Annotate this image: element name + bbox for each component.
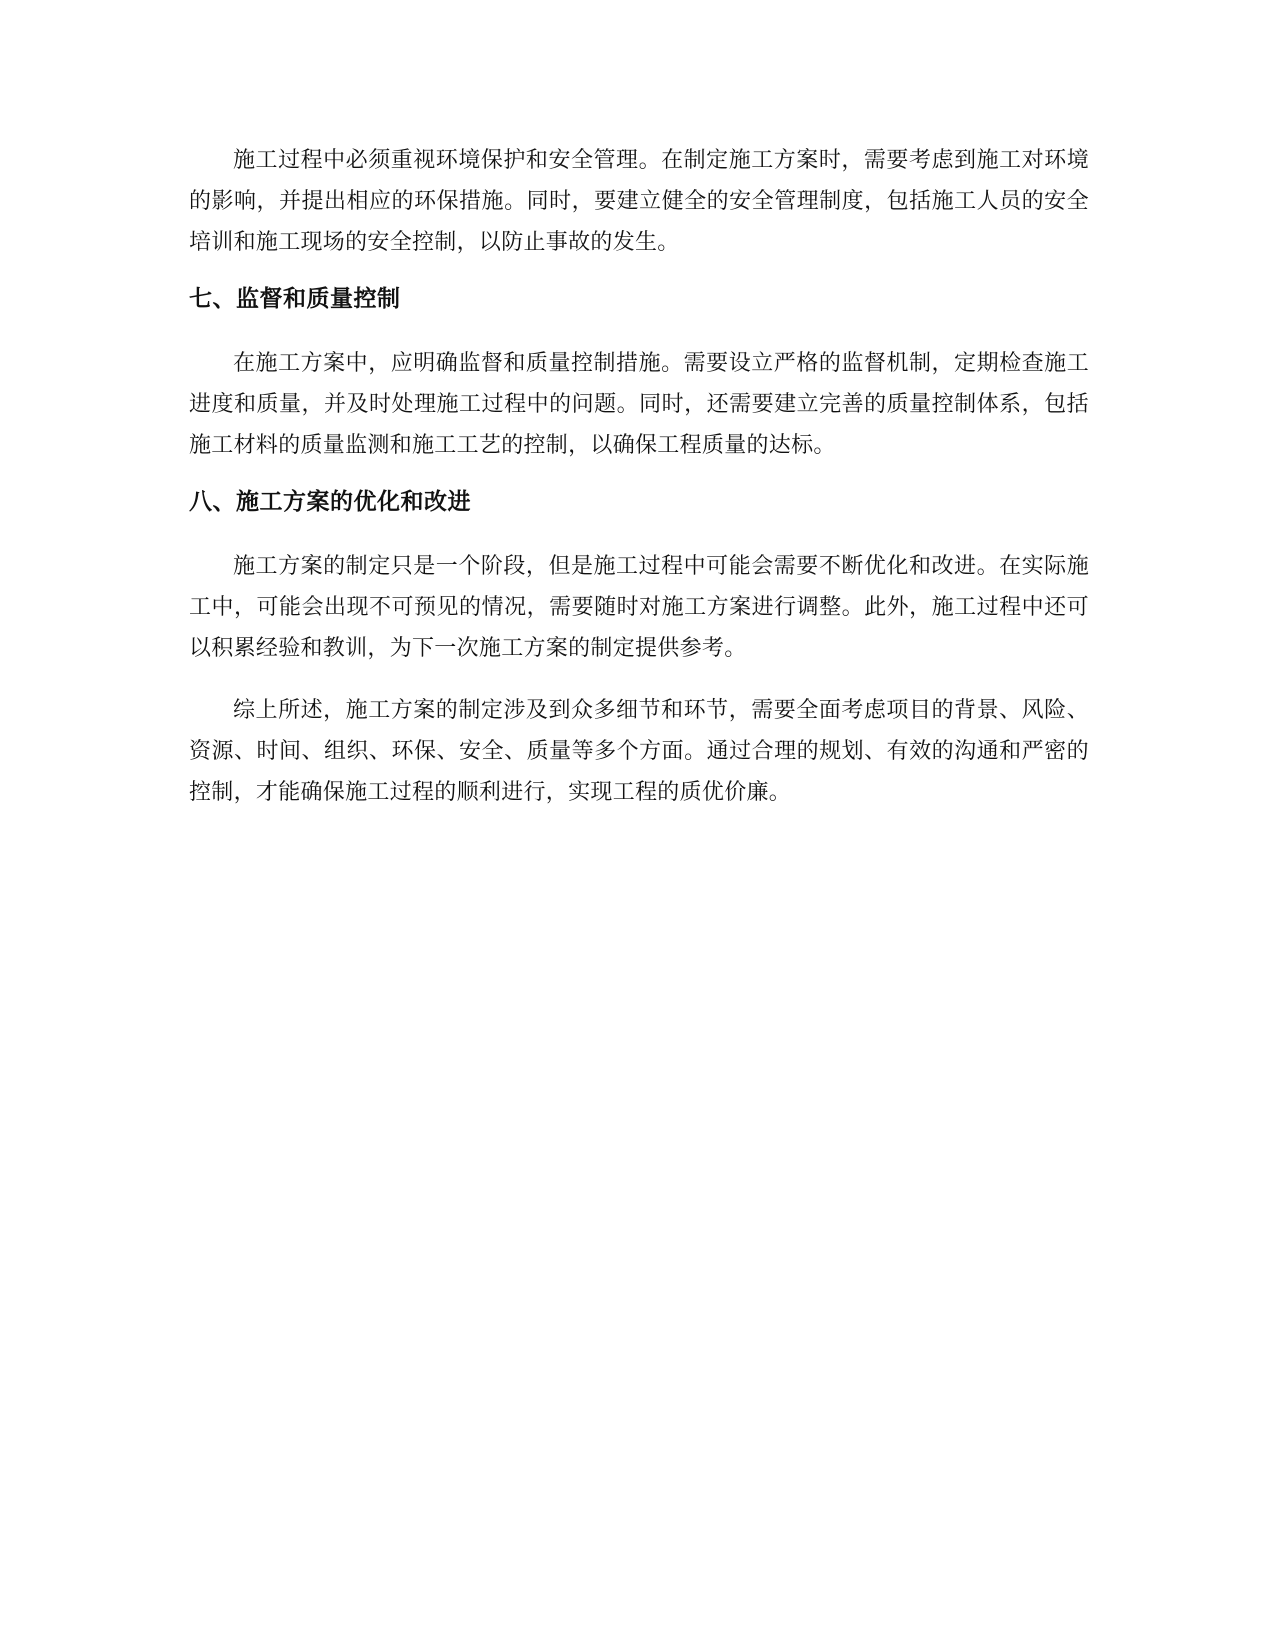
paragraph-environment-safety: 施工过程中必须重视环境保护和安全管理。在制定施工方案时，需要考虑到施工对环境的影响，并提出相应的环保措施。同时，要建立健全的安全管理制度，包括施工人员的安全培训和施工现场的安全控制，以防止事故的发生。 <box>189 148 1089 255</box>
paragraph-conclusion: 综上所述，施工方案的制定涉及到众多细节和环节，需要全面考虑项目的背景、风险、资源、时间、组织、环保、安全、质量等多个方面。通过合理的规划、有效的沟通和严密的控制，才能确保施工过程的顺利进行，实现工程的质优价廉。 <box>189 698 1089 805</box>
section-heading-supervision-quality: 七、监督和质量控制 <box>189 286 401 312</box>
paragraph-optimization: 施工方案的制定只是一个阶段，但是施工过程中可能会需要不断优化和改进。在实际施工中，可能会出现不可预见的情况，需要随时对施工方案进行调整。此外，施工过程中还可以积累经验和教训，为下一次施工方案的制定提供参考。 <box>189 554 1089 661</box>
paragraph-supervision-quality: 在施工方案中，应明确监督和质量控制措施。需要设立严格的监督机制，定期检查施工进度和质量，并及时处理施工过程中的问题。同时，还需要建立完善的质量控制体系，包括施工材料的质量监测和施工工艺的控制，以确保工程质量的达标。 <box>189 351 1089 458</box>
section-heading-optimization: 八、施工方案的优化和改进 <box>189 489 471 515</box>
document-body <box>189 140 1089 834</box>
